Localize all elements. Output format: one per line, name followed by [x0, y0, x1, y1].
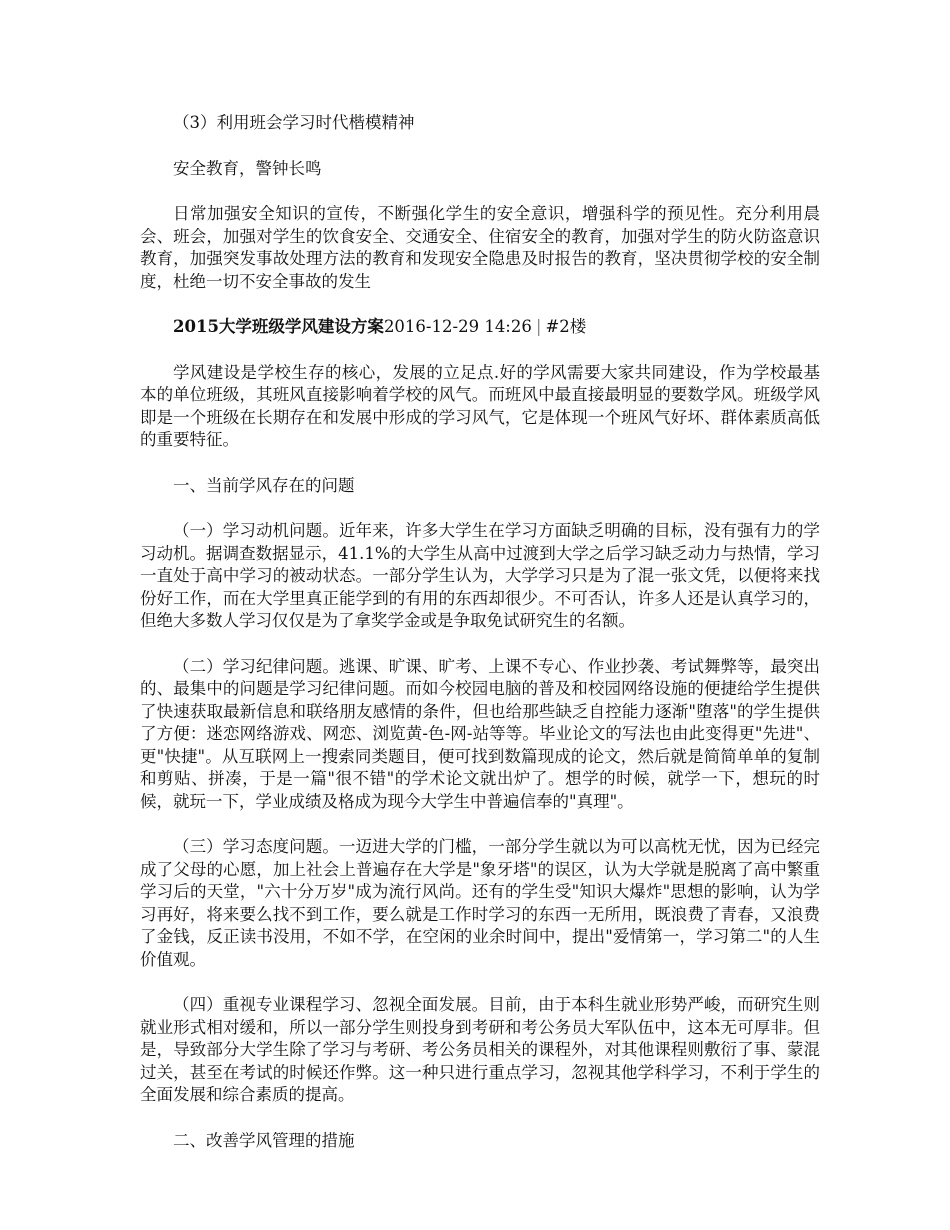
- section-heading-measures: 二、改善学风管理的措施: [173, 1130, 355, 1150]
- paragraph-motivation: （一）学习动机问题。近年来，许多大学生在学习方面缺乏明确的目标，没有强有力的学习动机。据调查数据显示，41.1%的大学生从高中过渡到大学之后学习缺乏动力与热情，学习一直处于高中学习的被动状态。一部分学生认为，大学学习只是为了混一张文凭，以便将来找份好工作，而在大学里真正能学到的有用的东西却很少。不可否认，许多人还是认真学习的，但绝大多数人学习仅仅是为了拿奖学金或是争取免试研究生的名额。: [140, 521, 820, 630]
- paragraph-intro: 学风建设是学校生存的核心，发展的立足点.好的学风需要大家共同建设，作为学校最基本的单位班级，其班风直接影响着学校的风气。而班风中最直接最明显的要数学风。班级学风即是一个班级在长期存在和发展中形成的学习风气，它是体现一个班风气好坏、群体素质高低的重要特征。: [140, 362, 820, 449]
- paragraph-specialization: （四）重视专业课程学习、忽视全面发展。目前，由于本科生就业形势严峻，而研究生则就业形式相对缓和，所以一部分学生则投身到考研和考公务员大军队伍中，这本无可厚非。但是，导致部分大学生除了学习与考研、考公务员相关的课程外，对其他课程则敷衍了事、蒙混过关，甚至在考试的时候还作弊。这一种只进行重点学习，忽视其他学科学习，不利于学生的全面发展和综合素质的提高。: [140, 995, 820, 1104]
- paragraph-section-3: （3）利用班会学习时代楷模精神: [173, 113, 415, 132]
- document-page: [140, 112, 820, 1175]
- paragraph-discipline: （二）学习纪律问题。逃课、旷课、旷考、上课不专心、作业抄袭、考试舞弊等，最突出的、最集中的问题是学习纪律问题。而如今校园电脑的普及和校园网络设施的便捷给学生提供了快速获取最新信息和联络朋友感情的条件，但也给那些缺乏自控能力逐渐"堕落"的学生提供了方便：迷恋网络游戏、网恋、浏览黄-色-网-站等等。毕业论文的写法也由此变得更"先进"、更"快捷"。从互联网上一搜索同类题目，便可找到数篇现成的论文，然后就是简简单单的复制和剪贴、拼凑，于是一篇"很不错"的学术论文就出炉了。想学的时候，就学一下，想玩的时候，就玩一下，学业成绩及格成为现今大学生中普遍信奉的"真理"。: [140, 656, 820, 811]
- section-heading-problems: 一、当前学风存在的问题: [173, 475, 355, 495]
- paragraph-safety-body: 日常加强安全知识的宣传，不断强化学生的安全意识，增强科学的预见性。充分利用晨会、班会，加强对学生的饮食安全、交通安全、住宿安全的教育，加强对学生的防火防盗意识教育，加强突发事故处理方法的教育和发现安全隐患及时报告的教育，坚决贯彻学校的安全制度，杜绝一切不安全事故的发生: [140, 204, 820, 291]
- post-title: 2015大学班级学风建设方案: [173, 317, 384, 336]
- post-floor: #2楼: [545, 317, 587, 336]
- post-datetime: 2016-12-29 14:26: [383, 317, 532, 336]
- paragraph-safety-heading: 安全教育，警钟长鸣: [173, 158, 322, 178]
- post-separator: |: [535, 317, 542, 336]
- paragraph-attitude: （三）学习态度问题。一迈进大学的门槛，一部分学生就以为可以高枕无忧，因为已经完成了父母的心愿，加上社会上普遍存在大学是"象牙塔"的误区，认为大学就是脱离了高中繁重学习后的天堂，"六十分万岁"成为流行风尚。还有的学生受"知识大爆炸"思想的影响，认为学习再好，将来要么找不到工作，要么就是工作时学习的东西一无所用，既浪费了青春，又浪费了金钱，反正读书没用，不如不学，在空闲的业余时间中，提出"爱情第一，学习第二"的人生价值观。: [140, 837, 820, 969]
- post-header: [140, 316, 820, 339]
